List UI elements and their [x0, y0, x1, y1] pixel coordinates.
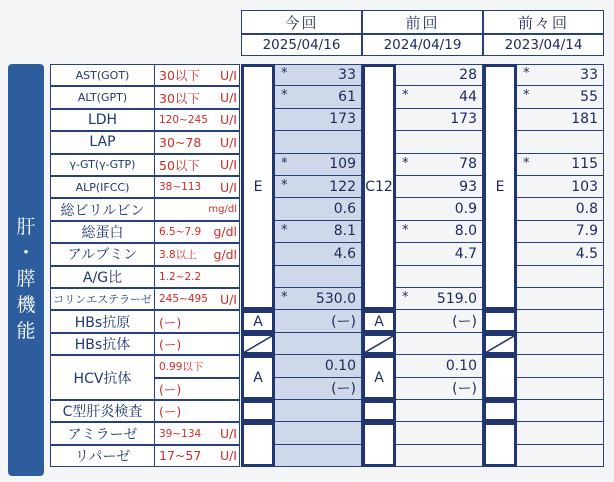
- result-cell: [517, 176, 604, 198]
- result-value: 173: [450, 111, 477, 128]
- result-cell: [396, 243, 483, 265]
- result-cell: [396, 131, 483, 153]
- column-date-older: [483, 34, 604, 56]
- reference-range: [154, 355, 240, 377]
- judgement-code-box: [241, 333, 275, 355]
- result-value: 530.0: [315, 290, 356, 307]
- reference-value: 50以下: [159, 157, 200, 173]
- reference-value: 0.99以下: [159, 360, 204, 373]
- result-cell: [517, 221, 604, 243]
- test-name: アルブミン: [50, 243, 154, 265]
- result-cell: [396, 333, 483, 355]
- reference-unit: U/I: [219, 157, 237, 173]
- reference-range: [154, 243, 240, 265]
- reference-value: 120~245: [159, 113, 208, 126]
- abnormal-flag: *: [402, 290, 409, 305]
- result-cell: [275, 310, 362, 332]
- judgement-code-box: [362, 333, 396, 355]
- result-cell: [275, 445, 362, 467]
- reference-range: [154, 288, 240, 310]
- result-cell: [396, 221, 483, 243]
- section-bar-liver-pancreas: [8, 64, 44, 476]
- result-cell: [275, 64, 362, 86]
- result-cell: [517, 266, 604, 288]
- reference-value: 30以下: [159, 68, 200, 84]
- test-name: アミラーゼ: [50, 422, 154, 444]
- reference-unit: U/I: [219, 291, 237, 307]
- result-cell: [517, 400, 604, 422]
- result-value: 4.7: [454, 245, 477, 262]
- result-cell: [517, 109, 604, 131]
- result-cell: [517, 310, 604, 332]
- result-value: 78: [459, 156, 477, 173]
- result-cell: [396, 198, 483, 220]
- date-current: 2025/04/16: [262, 37, 341, 53]
- result-value: 109: [329, 156, 356, 173]
- column-label-older: 前々回: [517, 13, 569, 32]
- section-title-char: ・: [16, 242, 36, 264]
- section-title-char: 膵: [16, 268, 36, 290]
- reference-range: [154, 266, 240, 288]
- test-name: HBs抗体: [50, 333, 154, 355]
- result-cell: [396, 86, 483, 108]
- result-value: 122: [329, 178, 356, 195]
- result-cell: [517, 131, 604, 153]
- result-value: 519.0: [436, 290, 477, 307]
- result-cell: [517, 333, 604, 355]
- judgement-code-box: A: [241, 355, 275, 400]
- abnormal-flag: *: [281, 155, 288, 171]
- result-cell: [396, 422, 483, 444]
- judgement-code-box: [241, 422, 275, 467]
- result-value: 173: [329, 111, 356, 128]
- result-value: 4.5: [575, 245, 598, 262]
- result-value: 115: [571, 156, 598, 173]
- result-cell: [396, 266, 483, 288]
- result-cell: [517, 64, 604, 86]
- reference-unit: U/I: [219, 426, 237, 442]
- result-value: 0.9: [454, 201, 477, 218]
- test-name: 総ビリルビン: [50, 198, 154, 220]
- judgement-code-box: C12: [362, 64, 396, 310]
- judgement-code-box: E: [483, 64, 517, 310]
- result-cell: [275, 154, 362, 176]
- result-value: 33: [338, 66, 356, 83]
- result-cell: [275, 131, 362, 153]
- result-cell: [275, 221, 362, 243]
- result-cell: [396, 154, 483, 176]
- result-cell: [396, 400, 483, 422]
- result-cell: [396, 64, 483, 86]
- result-cell: [517, 422, 604, 444]
- result-cell: [275, 176, 362, 198]
- reference-value: 38~113: [159, 181, 202, 194]
- abnormal-flag: *: [402, 155, 409, 171]
- reference-value: 3.8以上: [159, 248, 197, 261]
- result-cell: [517, 243, 604, 265]
- abnormal-flag: *: [523, 66, 530, 81]
- reference-unit: U/I: [219, 67, 237, 83]
- reference-value: (ー): [159, 336, 182, 352]
- result-value: 4.6: [333, 245, 356, 262]
- reference-range: [154, 400, 240, 422]
- reference-value: (ー): [159, 314, 182, 330]
- reference-range: [154, 198, 240, 220]
- section-title: [8, 214, 44, 344]
- reference-value: 30以下: [159, 90, 200, 106]
- result-value: 93: [459, 178, 477, 195]
- reference-value: (ー): [159, 381, 182, 397]
- abnormal-flag: *: [281, 290, 288, 305]
- reference-value: 30~78: [159, 134, 202, 150]
- test-name: AST(GOT): [50, 64, 154, 86]
- result-cell: [517, 445, 604, 467]
- section-title-char: 能: [16, 320, 36, 342]
- column-date-current: [241, 34, 362, 56]
- reference-range: [154, 109, 240, 131]
- reference-unit: U/I: [219, 134, 237, 150]
- test-name: HBs抗原: [50, 310, 154, 332]
- result-cell: [517, 154, 604, 176]
- reference-range: [154, 176, 240, 198]
- result-cell: [275, 266, 362, 288]
- test-name: LAP: [50, 131, 154, 153]
- judgement-code-box: [483, 422, 517, 467]
- test-name: ALP(IFCC): [50, 176, 154, 198]
- reference-value: 39~134: [159, 427, 202, 440]
- reference-range: [154, 64, 240, 86]
- result-cell: [275, 288, 362, 310]
- result-value: 0.10: [324, 357, 356, 374]
- result-cell: [396, 176, 483, 198]
- judgement-code-box: [483, 355, 517, 400]
- result-value: 0.10: [445, 357, 477, 374]
- abnormal-flag: *: [281, 222, 288, 238]
- result-value: 8.0: [454, 223, 477, 240]
- test-name: A/G比: [50, 266, 154, 288]
- result-value: (ー): [452, 314, 477, 331]
- result-cell: [275, 400, 362, 422]
- reference-unit: U/I: [219, 90, 237, 106]
- column-date-previous: [362, 34, 483, 56]
- section-title-char: 機: [16, 294, 36, 316]
- column-header-current: [241, 10, 362, 34]
- result-cell: [517, 378, 604, 400]
- result-cell: [396, 445, 483, 467]
- reference-range: [154, 333, 240, 355]
- result-cell: [275, 378, 362, 400]
- result-cell: [517, 198, 604, 220]
- reference-range: [154, 86, 240, 108]
- test-name: リパーゼ: [50, 445, 154, 467]
- result-cell: [396, 109, 483, 131]
- reference-range: [154, 221, 240, 243]
- result-cell: [517, 288, 604, 310]
- reference-unit: mg/dl: [208, 204, 237, 216]
- reference-range: [154, 422, 240, 444]
- result-value: (ー): [331, 381, 356, 398]
- result-cell: [517, 86, 604, 108]
- result-cell: [275, 243, 362, 265]
- reference-unit: U/I: [219, 112, 237, 128]
- result-value: 33: [580, 66, 598, 83]
- test-name: コリンエステラーゼ: [50, 288, 154, 310]
- result-cell: [396, 288, 483, 310]
- section-title-char: 肝: [16, 216, 36, 238]
- abnormal-flag: *: [523, 155, 530, 171]
- diagonal-slash-icon: [365, 336, 393, 352]
- diagonal-slash-icon: [486, 336, 514, 352]
- result-value: 44: [459, 89, 477, 106]
- judgement-code-box: [241, 400, 275, 422]
- result-value: 55: [580, 89, 598, 106]
- reference-range: [154, 131, 240, 153]
- result-cell: [275, 86, 362, 108]
- date-older: 2023/04/14: [504, 37, 583, 53]
- abnormal-flag: *: [281, 178, 288, 193]
- reference-unit: g/dl: [213, 246, 237, 262]
- reference-value: 6.5~7.9: [159, 225, 202, 238]
- result-value: 103: [571, 178, 598, 195]
- judgement-code-box: A: [241, 310, 275, 332]
- column-header-older: [483, 10, 604, 34]
- test-name: LDH: [50, 109, 154, 131]
- test-name: HCV抗体: [50, 355, 154, 400]
- result-value: 0.8: [575, 201, 598, 218]
- column-label-current: 今回: [284, 13, 319, 32]
- reference-unit: U/I: [219, 448, 237, 464]
- result-value: 7.9: [575, 223, 598, 240]
- judgement-code-box: A: [362, 310, 396, 332]
- reference-range: [154, 154, 240, 176]
- result-value: 0.6: [333, 201, 356, 218]
- result-cell: [275, 198, 362, 220]
- result-cell: [396, 378, 483, 400]
- test-name: 総蛋白: [50, 221, 154, 243]
- result-value: (ー): [452, 381, 477, 398]
- reference-range: [154, 310, 240, 332]
- reference-unit: g/dl: [213, 224, 237, 240]
- reference-range: [154, 378, 240, 400]
- abnormal-flag: *: [402, 222, 409, 238]
- result-value: (ー): [331, 314, 356, 331]
- reference-range: [154, 445, 240, 467]
- reference-unit: U/I: [219, 179, 237, 195]
- judgement-code-box: A: [362, 355, 396, 400]
- reference-value: 17~57: [159, 448, 202, 464]
- abnormal-flag: *: [281, 88, 288, 104]
- column-label-previous: 前回: [405, 13, 440, 32]
- judgement-code-box: [483, 333, 517, 355]
- judgement-code-box: E: [241, 64, 275, 310]
- result-cell: [275, 355, 362, 377]
- result-value: 61: [338, 89, 356, 106]
- test-name: γ-GT(γ-GTP): [50, 154, 154, 176]
- result-value: 8.1: [333, 223, 356, 240]
- result-cell: [275, 109, 362, 131]
- abnormal-flag: *: [402, 88, 409, 104]
- result-value: 181: [571, 111, 598, 128]
- result-cell: [396, 310, 483, 332]
- test-name: ALT(GPT): [50, 86, 154, 108]
- reference-value: (ー): [159, 404, 182, 420]
- judgement-code-box: [362, 400, 396, 422]
- result-cell: [517, 355, 604, 377]
- result-cell: [275, 422, 362, 444]
- diagonal-slash-icon: [244, 336, 272, 352]
- judgement-code-box: [362, 422, 396, 467]
- abnormal-flag: *: [523, 88, 530, 104]
- column-header-previous: [362, 10, 483, 34]
- reference-value: 245~495: [159, 293, 208, 306]
- result-cell: [275, 333, 362, 355]
- date-previous: 2024/04/19: [383, 37, 462, 53]
- abnormal-flag: *: [281, 66, 288, 81]
- result-cell: [396, 355, 483, 377]
- judgement-code-box: [483, 400, 517, 422]
- reference-value: 1.2~2.2: [159, 270, 202, 283]
- test-name: C型肝炎検査: [50, 400, 154, 422]
- judgement-code-box: [483, 310, 517, 332]
- result-value: 28: [459, 66, 477, 83]
